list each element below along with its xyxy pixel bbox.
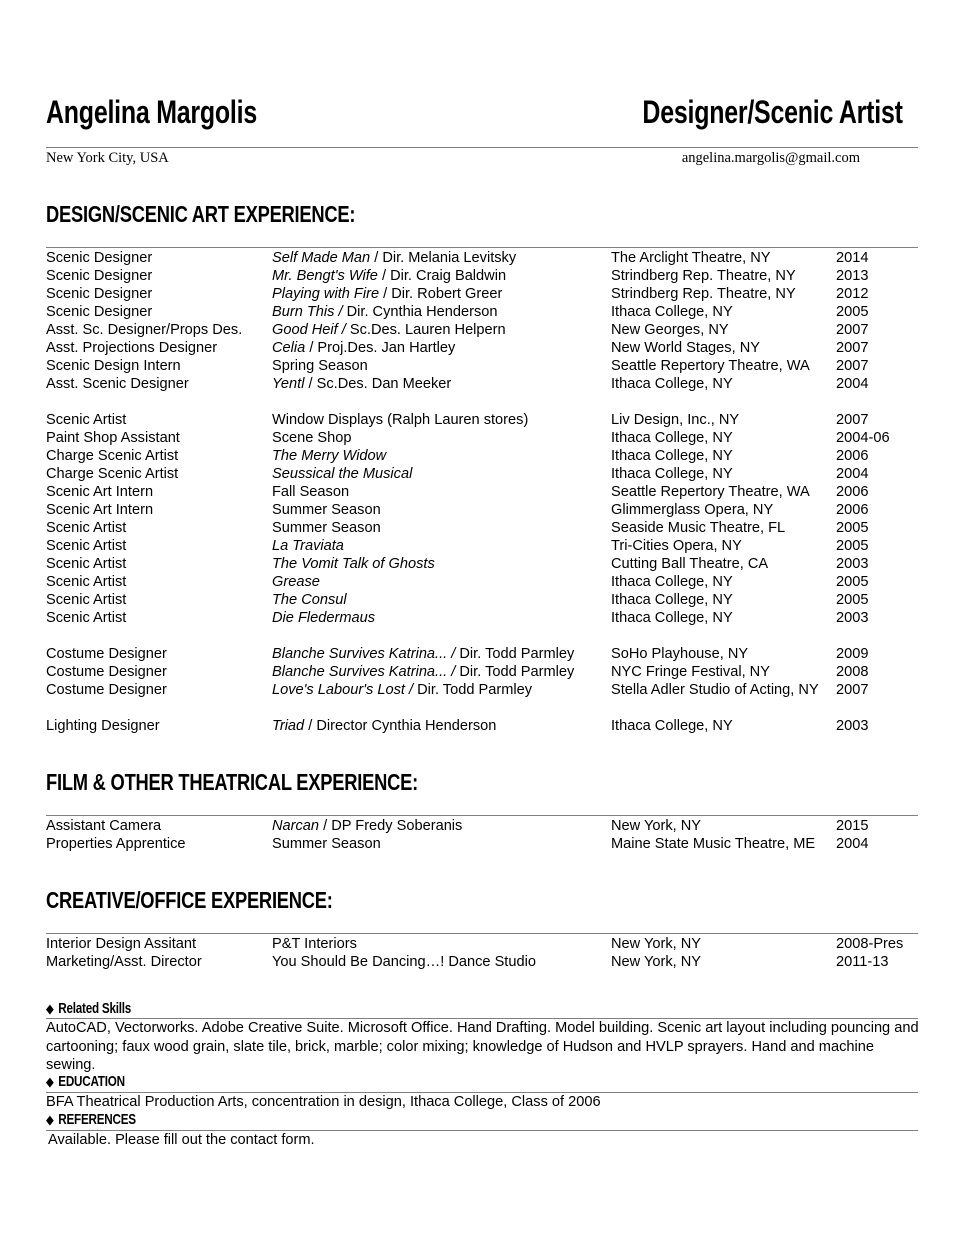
production: You Should Be Dancing…! Dance Studio [272, 954, 536, 970]
year: 2003 [836, 718, 869, 734]
job-title: Designer/Scenic Artist [642, 94, 903, 130]
experience-row [46, 267, 918, 285]
role: Scenic Art Intern [46, 484, 154, 500]
location: New York City, USA [46, 150, 169, 166]
experience-row [46, 591, 918, 609]
venue: Ithaca College, NY [611, 610, 733, 626]
venue: Seaside Music Theatre, FL [611, 520, 786, 536]
role: Scenic Designer [46, 250, 153, 266]
year: 2014 [836, 250, 869, 266]
role: Assistant Camera [46, 818, 162, 834]
production: Spring Season [272, 358, 368, 374]
year: 2007 [836, 322, 869, 338]
year: 2007 [836, 682, 869, 698]
role: Properties Apprentice [46, 836, 186, 852]
role: Paint Shop Assistant [46, 430, 180, 446]
experience-row [46, 609, 918, 627]
section-divider [46, 815, 918, 816]
year: 2003 [836, 556, 869, 572]
diamond-bullet-icon: ◆ [46, 1112, 54, 1127]
experience-row [46, 835, 918, 853]
role: Lighting Designer [46, 718, 160, 734]
role: Asst. Sc. Designer/Props Des. [46, 322, 243, 338]
year: 2008 [836, 664, 869, 680]
applicant-name: Angelina Margolis [46, 94, 257, 130]
film-experience-list [46, 817, 918, 853]
year: 2006 [836, 448, 869, 464]
role: Scenic Artist [46, 574, 127, 590]
venue: Maine State Music Theatre, ME [611, 836, 816, 852]
venue: Ithaca College, NY [611, 466, 733, 482]
email-link[interactable]: angelina.margolis@gmail.com [681, 150, 860, 166]
skills-heading-label: Related Skills [58, 1000, 132, 1017]
role: Costume Designer [46, 646, 167, 662]
role: Scenic Artist [46, 412, 127, 428]
experience-row [46, 249, 918, 267]
production: P&T Interiors [272, 936, 357, 952]
role: Scenic Art Intern [46, 502, 154, 518]
production: Mr. Bengt's Wife / Dir. Craig Baldwin [272, 268, 507, 284]
venue: Liv Design, Inc., NY [611, 412, 740, 428]
year: 2005 [836, 538, 869, 554]
experience-row [46, 447, 918, 465]
section-heading-creative: CREATIVE/OFFICE EXPERIENCE: [46, 887, 333, 913]
production: Seussical the Musical [272, 466, 413, 482]
education-heading-label: EDUCATION [58, 1073, 125, 1090]
production: La Traviata [272, 538, 344, 554]
role: Scenic Designer [46, 304, 153, 320]
venue: Ithaca College, NY [611, 574, 733, 590]
year: 2009 [836, 646, 869, 662]
skills-text: AutoCAD, Vectorworks. Adobe Creative Suite. Microsoft Office. Hand Drafting. Model building. Scenic art layout including pouncing and cartooning; faux wood grain, slate tile, brick, marble; color mixing; knowledge of Hudson and HVLP sprayers. Hand and machine sewing. [46, 1020, 919, 1073]
production: Blanche Survives Katrina... / Dir. Todd Parmley [272, 646, 575, 662]
venue: Cutting Ball Theatre, CA [611, 556, 769, 572]
section-heading-design: DESIGN/SCENIC ART EXPERIENCE: [46, 201, 356, 227]
design-experience-list [46, 249, 918, 735]
venue: Ithaca College, NY [611, 304, 733, 320]
production: Love's Labour's Lost / Dir. Todd Parmley [272, 682, 533, 698]
experience-row [46, 501, 918, 519]
year: 2004 [836, 376, 869, 392]
role: Scenic Design Intern [46, 358, 181, 374]
role: Charge Scenic Artist [46, 466, 179, 482]
experience-row [46, 321, 918, 339]
experience-row [46, 817, 918, 835]
year: 2005 [836, 304, 869, 320]
group-spacer [46, 393, 918, 411]
year: 2004 [836, 466, 869, 482]
experience-row [46, 339, 918, 357]
venue: Tri-Cities Opera, NY [611, 538, 742, 554]
role: Scenic Artist [46, 520, 127, 536]
year: 2004-06 [836, 430, 890, 446]
role: Costume Designer [46, 682, 167, 698]
production: Summer Season [272, 502, 381, 518]
role: Scenic Artist [46, 556, 127, 572]
venue: Seattle Repertory Theatre, WA [611, 358, 810, 374]
experience-row [46, 681, 918, 699]
references-heading [46, 1111, 136, 1129]
year: 2005 [836, 574, 869, 590]
role: Scenic Artist [46, 592, 127, 608]
group-spacer [46, 699, 918, 717]
venue: Ithaca College, NY [611, 592, 733, 608]
experience-row [46, 645, 918, 663]
production: Self Made Man / Dir. Melania Levitsky [272, 250, 517, 266]
production: Fall Season [272, 484, 350, 500]
production: Celia / Proj.Des. Jan Hartley [272, 340, 456, 356]
year: 2008-Pres [836, 936, 904, 952]
year: 2007 [836, 358, 869, 374]
venue: SoHo Playhouse, NY [611, 646, 749, 662]
group-spacer [46, 627, 918, 645]
references-heading-label: REFERENCES [58, 1111, 136, 1128]
education-heading [46, 1073, 125, 1091]
role: Marketing/Asst. Director [46, 954, 202, 970]
role: Scenic Designer [46, 268, 153, 284]
experience-row [46, 953, 918, 971]
diamond-bullet-icon: ◆ [46, 1074, 54, 1089]
header-divider [46, 147, 918, 148]
venue: Stella Adler Studio of Acting, NY [611, 682, 819, 698]
venue: Ithaca College, NY [611, 718, 733, 734]
venue: Ithaca College, NY [611, 448, 733, 464]
role: Scenic Artist [46, 610, 127, 626]
experience-row [46, 519, 918, 537]
experience-row [46, 285, 918, 303]
experience-row [46, 411, 918, 429]
diamond-bullet-icon: ◆ [46, 1001, 54, 1016]
year: 2007 [836, 340, 869, 356]
production: Die Fledermaus [272, 610, 376, 626]
venue: Seattle Repertory Theatre, WA [611, 484, 810, 500]
venue: New Georges, NY [611, 322, 729, 338]
role: Scenic Artist [46, 538, 127, 554]
year: 2003 [836, 610, 869, 626]
venue: Ithaca College, NY [611, 430, 733, 446]
year: 2006 [836, 484, 869, 500]
experience-row [46, 483, 918, 501]
venue: New York, NY [611, 936, 702, 952]
production: The Consul [272, 592, 347, 608]
year: 2011-13 [836, 954, 889, 970]
section-heading-film: FILM & OTHER THEATRICAL EXPERIENCE: [46, 769, 418, 795]
year: 2005 [836, 520, 869, 536]
experience-row [46, 537, 918, 555]
production: Scene Shop [272, 430, 352, 446]
venue: New York, NY [611, 818, 702, 834]
year: 2013 [836, 268, 869, 284]
experience-row [46, 465, 918, 483]
role: Interior Design Assitant [46, 936, 197, 952]
year: 2015 [836, 818, 869, 834]
role: Asst. Scenic Designer [46, 376, 189, 392]
experience-row [46, 357, 918, 375]
experience-row [46, 717, 918, 735]
experience-row [46, 935, 918, 953]
year: 2004 [836, 836, 869, 852]
venue: New York, NY [611, 954, 702, 970]
venue: NYC Fringe Festival, NY [611, 664, 770, 680]
role: Charge Scenic Artist [46, 448, 179, 464]
venue: Glimmerglass Opera, NY [611, 502, 774, 518]
year: 2012 [836, 286, 869, 302]
experience-row [46, 663, 918, 681]
production: The Merry Widow [272, 448, 387, 464]
production: Summer Season [272, 836, 381, 852]
production: Summer Season [272, 520, 381, 536]
references-text: Available. Please fill out the contact form. [48, 1132, 315, 1148]
production: Window Displays (Ralph Lauren stores) [272, 412, 529, 428]
venue: The Arclight Theatre, NY [611, 250, 771, 266]
production: Burn This / Dir. Cynthia Henderson [272, 304, 498, 320]
experience-row [46, 375, 918, 393]
section-divider [46, 247, 918, 248]
production: Blanche Survives Katrina... / Dir. Todd Parmley [272, 664, 575, 680]
year: 2006 [836, 502, 869, 518]
venue: New World Stages, NY [611, 340, 760, 356]
experience-row [46, 555, 918, 573]
experience-row [46, 303, 918, 321]
venue: Ithaca College, NY [611, 376, 733, 392]
production: Grease [272, 574, 320, 590]
year: 2007 [836, 412, 869, 428]
venue: Strindberg Rep. Theatre, NY [611, 286, 796, 302]
production: Triad / Director Cynthia Henderson [272, 718, 497, 734]
experience-row [46, 573, 918, 591]
role: Costume Designer [46, 664, 167, 680]
production: The Vomit Talk of Ghosts [272, 556, 435, 572]
skills-heading [46, 1000, 131, 1018]
experience-row [46, 429, 918, 447]
role: Asst. Projections Designer [46, 340, 218, 356]
production: Narcan / DP Fredy Soberanis [272, 818, 463, 834]
year: 2005 [836, 592, 869, 608]
creative-experience-list [46, 935, 918, 971]
education-text: BFA Theatrical Production Arts, concentration in design, Ithaca College, Class of 2006 [46, 1094, 601, 1110]
role: Scenic Designer [46, 286, 153, 302]
section-divider [46, 933, 918, 934]
venue: Strindberg Rep. Theatre, NY [611, 268, 796, 284]
production: Yentl / Sc.Des. Dan Meeker [272, 376, 452, 392]
production: Playing with Fire / Dir. Robert Greer [272, 286, 503, 302]
production: Good Heif / Sc.Des. Lauren Helpern [272, 322, 506, 338]
